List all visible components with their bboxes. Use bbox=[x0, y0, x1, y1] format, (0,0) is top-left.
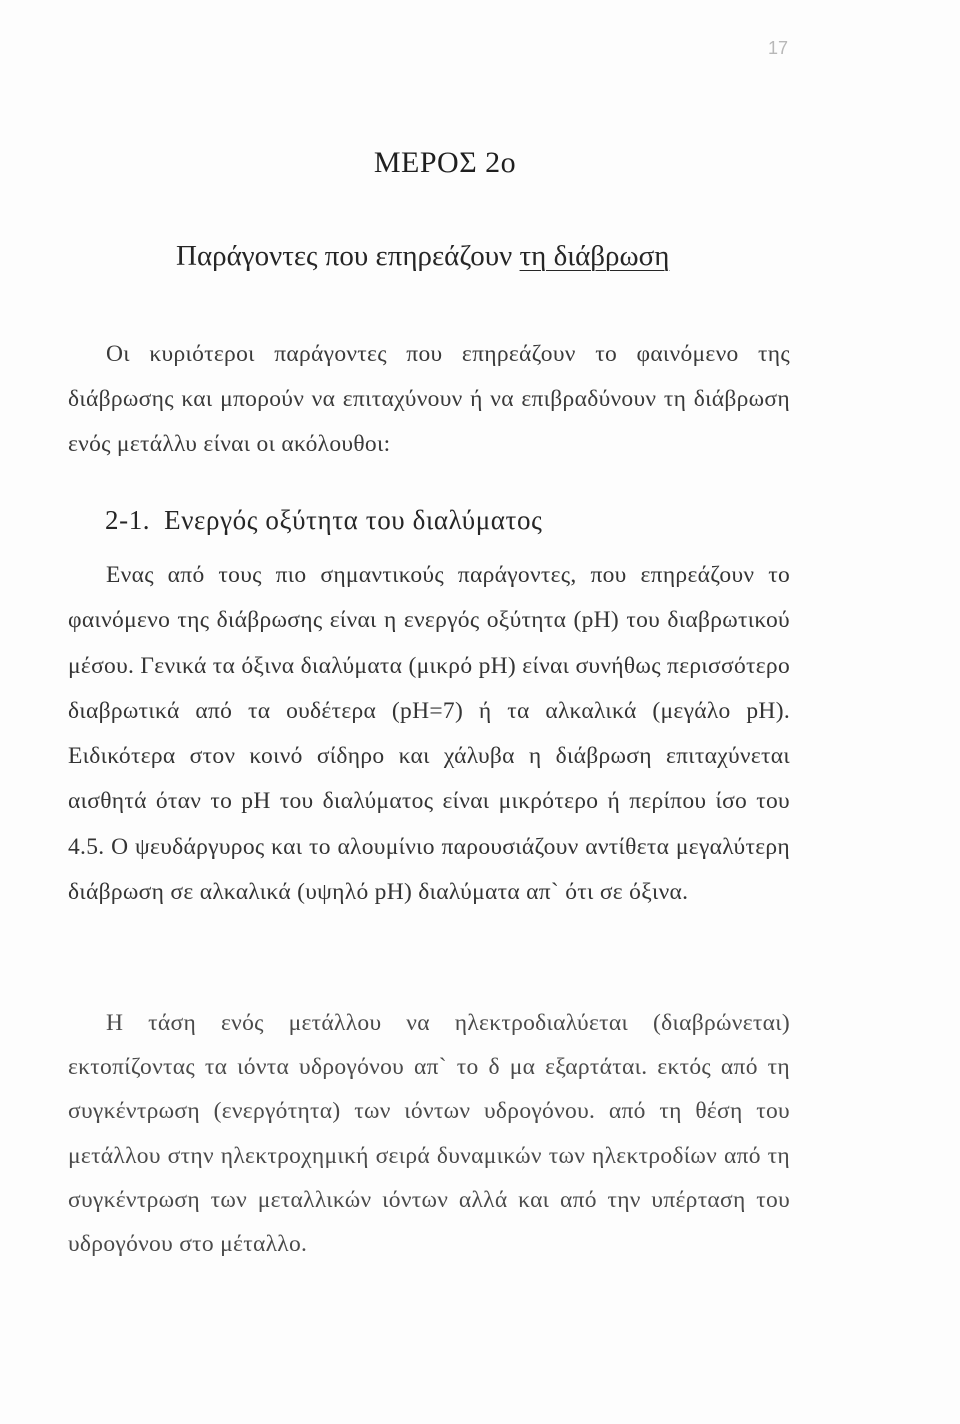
subsection-number: 2-1. bbox=[105, 505, 151, 535]
intro-paragraph: Οι κυριότεροι παράγοντες που επηρεάζουν το φαινόμενο της διάβρωσης και μπορούν να επιταχύνουν ή να επιβραδύνουν τη διάβρωση ενός μετάλλυ είναι οι ακόλουθοι: bbox=[68, 341, 790, 457]
section-heading-underlined-text: τη διάβρωση bbox=[519, 240, 670, 272]
section-heading-text: Παράγοντες που επηρεάζουν bbox=[176, 240, 520, 272]
subsection-heading bbox=[105, 505, 542, 536]
part-title: ΜΕΡΟΣ 2ο bbox=[373, 146, 517, 179]
body-paragraph-2: Η τάση ενός μετάλλου να ηλεκτροδιαλύεται (διαβρώνεται) εκτοπίζοντας τα ιόντα υδρογόνου απ` το δ μα εξαρτάται. εκτός από τη συγκέντρωση (ενεργότητα) των ιόντων υδρογόνου. από τη θέση του μετάλλου στην ηλεκτροχημική σειρά δυναμικών των ηλεκτροδίων από τη συγκέντρωση των μεταλλικών ιόντων αλλά και από την υπέρταση του υδρογόνου στο μέταλλο. bbox=[68, 1010, 790, 1258]
body-paragraph-1: Ενας από τους πιο σημαντικούς παράγοντες, που επηρεάζουν το φαινόμενο της διάβρωσης είναι η ενεργός οξύτητα (pH) του διαβρωτικού μέσου. Γενικά τα όξινα διαλύματα (μικρό pH) είναι συνήθως περισσότερο διαβρωτικά από τα ουδέτερα (pH=7) ή τα αλκαλικά (μεγάλο pH). Ειδικότερα στον κοινό σίδηρο και χάλυβα η διάβρωση επιταχύνεται αισθητά όταν το pH του διαλύματος είναι μικρότερο ή περίπου ίσο του 4.5. Ο ψευδάργυρος και το αλουμίνιο παρουσιάζουν αντίθετα μεγαλύτερη διάβρωση σε αλκαλικά (υψηλό pH) διαλύματα απ` ότι σε όξινα. bbox=[68, 562, 790, 906]
section-heading bbox=[176, 240, 669, 273]
page-number: 17 bbox=[767, 38, 788, 58]
subsection-title: Ενεργός οξύτητα του διαλύματος bbox=[164, 505, 543, 535]
